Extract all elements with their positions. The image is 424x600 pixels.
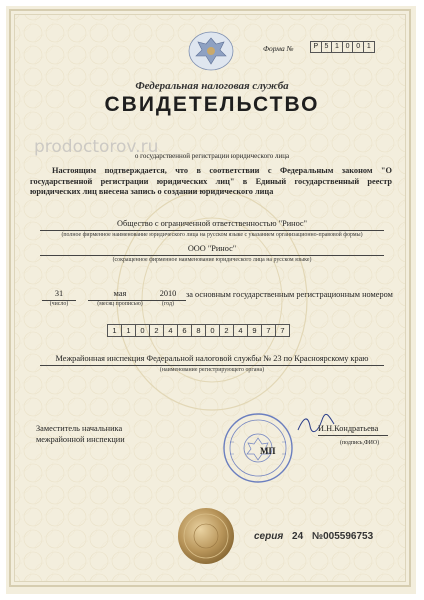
date-year: 2010 [159,289,177,298]
form-code-cell: 0 [352,41,364,53]
intro-paragraph: Настоящим подтверждается, что в соответствии с Федеральным законом "О государственной регистрации юридических лиц" в Единый государственный реестр юридических лиц внесена запись о создании юридического лица [30,166,392,196]
signature-caption: (подпись,ФИО) [340,440,380,446]
date-day: 31 [54,289,64,298]
full-name-caption: (полное фирменное наименование юридического лица на русском языке с указанием организационно-правовой формы) [61,232,363,238]
ogrn-digit: 1 [121,324,136,337]
ogrn-digit: 7 [275,324,290,337]
series-value: 24 [292,531,304,542]
form-code [311,41,375,53]
short-name-caption: (сокращенное фирменное наименование юридического лица на русском языке) [112,257,312,263]
ogrn-digit: 4 [233,324,248,337]
series-label: серия [254,531,284,542]
ogrn-digit: 1 [107,324,122,337]
ogrn-digit: 2 [219,324,234,337]
full-name-line [40,230,384,231]
ogrn-digit: 2 [149,324,164,337]
date-year-caption: (год) [162,301,174,307]
signatory-title-line1: Заместитель начальника [36,424,123,433]
ogrn-number [108,324,290,337]
watermark: prodoctorov.ru [34,137,159,157]
official-stamp-icon [222,412,294,484]
ogrn-digit: 8 [191,324,206,337]
short-name-value: ООО "Ринос" [187,244,237,253]
signatory-title [36,423,125,445]
serial-number: 005596753 [323,531,374,542]
date-month: мая [113,289,127,298]
form-code-cell: 1 [331,41,343,53]
form-code-cell: 0 [342,41,354,53]
ogrn-digit: 7 [261,324,276,337]
full-name-value: Общество с ограниченной ответственностью "Ринос" [116,219,307,228]
certificate-title: СВИДЕТЕЛЬСТВО [104,93,320,116]
number-sign: № [311,531,324,542]
authority-value: Межрайонная инспекция Федеральной налоговой службы № 23 по Красноярскому краю [55,354,369,363]
form-code-cell: 5 [321,41,333,53]
ogrn-digit: 9 [247,324,262,337]
signatory-title-line2: межрайонной инспекции [36,435,125,444]
date-month-caption: (месяц прописью) [97,301,143,307]
authority-caption: (наименование регистрирующего органа) [159,367,265,373]
eagle-emblem-icon [186,30,236,72]
registration-number-label: за основным государственным регистрационным номером [186,290,393,299]
ogrn-digit: 6 [177,324,192,337]
form-code-cell: 1 [363,41,375,53]
ogrn-digit: 0 [205,324,220,337]
gold-seal-icon [176,506,236,566]
stamp-place-label: МП [260,446,276,456]
form-code-cell: Р [310,41,322,53]
signatory-name: И.Н.Кондратьева [318,424,379,433]
date-day-caption: (число) [49,301,69,307]
certificate-subject: о государственной регистрации юридического лица [134,152,290,160]
ogrn-digit: 0 [135,324,150,337]
series-number [254,531,373,542]
ogrn-digit: 4 [163,324,178,337]
agency-name: Федеральная налоговая служба [135,80,289,92]
short-name-line [40,255,384,256]
signature-line [318,435,388,436]
authority-line [40,365,384,366]
form-label: Форма № [263,44,294,53]
